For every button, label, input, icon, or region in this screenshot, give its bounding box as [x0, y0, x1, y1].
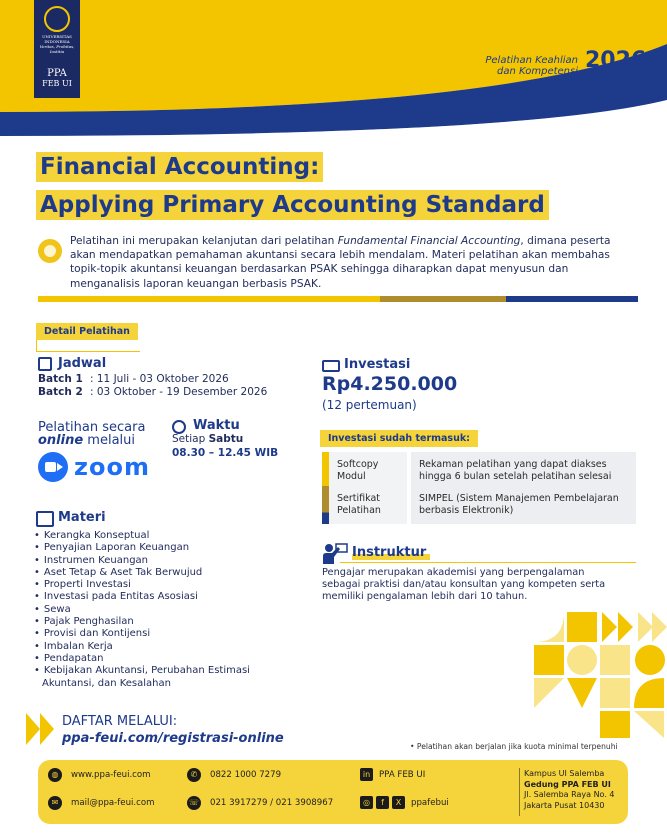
- divider-bar: [38, 296, 638, 302]
- list-item: • Kerangka Konseptual: [34, 530, 250, 542]
- investasi-price: Rp4.250.000: [322, 373, 458, 395]
- program-line1: Pelatihan Keahlian: [485, 55, 578, 66]
- page-title-line2: Applying Primary Accounting Standard: [36, 190, 549, 220]
- table-cell-value: Rekaman pelatihan yang dapat diakses hingga 6 bulan setelah pelatihan selesai: [411, 452, 636, 490]
- register-label: DAFTAR MELALUI:: [62, 714, 178, 729]
- table-cell-key: Softcopy Modul: [329, 452, 407, 490]
- facebook-icon: f: [376, 796, 389, 809]
- list-item: • Pendapatan: [34, 653, 250, 665]
- waktu-heading: Waktu: [193, 418, 240, 433]
- program-year: 2026: [585, 48, 647, 73]
- materi-list: [34, 530, 250, 690]
- footer-web[interactable]: ◍ www.ppa-feui.com: [48, 768, 151, 782]
- zoom-camera-icon: [38, 452, 68, 482]
- footer-address: Kampus UI Salemba Gedung PPA FEB UI Jl. Salemba Raya No. 4 Jakarta Pusat 10430: [524, 769, 615, 810]
- list-item: • Provisi dan Kontijensi: [34, 628, 250, 640]
- logo-text-universitas: UNIVERSITAS: [42, 34, 72, 39]
- list-item: • Imbalan Kerja: [34, 641, 250, 653]
- program-line2: dan Kompetensi: [497, 66, 578, 77]
- investasi-meetings: (12 pertemuan): [322, 398, 417, 412]
- list-item: • Pajak Penghasilan: [34, 616, 250, 628]
- online-text: Pelatihan secara online melalui: [38, 420, 146, 448]
- table-cell-key: Sertifikat Pelatihan: [329, 486, 407, 524]
- ppa-feb-ui-logo: [34, 0, 80, 98]
- register-link[interactable]: ppa-feui.com/registrasi-online: [62, 731, 284, 746]
- logo-text-indonesia: INDONESIA: [44, 39, 70, 44]
- quota-note: • Pelatihan akan berjalan jika kuota minimal terpenuhi: [410, 742, 618, 751]
- table-row: [322, 452, 636, 490]
- waktu-time: 08.30 – 12.45 WIB: [172, 447, 279, 459]
- globe-icon: ◍: [48, 768, 62, 782]
- list-item: • Kebijakan Akuntansi, Perubahan Estimasi: [34, 665, 250, 677]
- footer-mail[interactable]: ✉ mail@ppa-feui.com: [48, 796, 155, 810]
- footer-phone[interactable]: ☏ 021 3917279 / 021 3908967: [188, 798, 334, 808]
- footer-divider: [519, 768, 520, 816]
- list-item: • Properti Investasi: [34, 579, 250, 591]
- materi-heading: Materi: [58, 510, 106, 525]
- logo-motto: Veritas, Probitas, Iustitia: [39, 44, 75, 54]
- detail-pelatihan-label: Detail Pelatihan: [36, 323, 138, 340]
- batch-2-row: Batch 2 : 03 Oktober - 19 Desember 2026: [38, 386, 268, 398]
- row-stripe: [322, 486, 329, 524]
- investasi-includes-label: Investasi sudah termasuk:: [320, 430, 478, 447]
- table-cell-value: SIMPEL (Sistem Manajemen Pembelajaran berbasis Elektronik): [411, 486, 636, 524]
- instruktur-underline: [340, 562, 636, 563]
- logo-feb: FEB UI: [42, 79, 72, 88]
- list-item: Akuntansi, dan Kesalahan: [42, 677, 171, 689]
- instruktur-heading: Instruktur: [352, 545, 430, 560]
- calendar-icon: [38, 357, 52, 371]
- decorative-pattern: [530, 608, 667, 738]
- page-title-line1: Financial Accounting:: [36, 152, 323, 182]
- footer-social[interactable]: ◎ f X ppafebui: [360, 796, 449, 809]
- investasi-heading: Investasi: [344, 357, 411, 372]
- book-list-icon: [36, 511, 54, 527]
- instagram-icon: ◎: [360, 796, 373, 809]
- intro-paragraph: Pelatihan ini merupakan kelanjutan dari pelatihan Fundamental Financial Accounting, dimana peserta akan mendapatkan pemahaman akuntansi secara lebih mendalam. Materi pelatihan akan membahas topik-topik akuntansi keuangan berdasarkan PSAK sehingga diharapkan dapat menyusun dan menganalisis laporan keuangan berbasis PSAK.: [70, 235, 611, 290]
- list-item: • Aset Tetap & Aset Tak Berwujud: [34, 567, 250, 579]
- footer-whatsapp[interactable]: ✆ 0822 1000 7279: [187, 768, 281, 782]
- detail-connector-line: [36, 340, 140, 352]
- list-item: • Investasi pada Entitas Asosiasi: [34, 591, 250, 603]
- list-item: • Penyajian Laporan Keuangan: [34, 542, 250, 554]
- whatsapp-icon: ✆: [187, 768, 201, 782]
- table-row: [322, 486, 636, 524]
- double-arrow-icon: [26, 713, 56, 745]
- logo-ppa: PPA: [47, 68, 67, 79]
- zoom-wordmark: zoom: [74, 453, 150, 481]
- zoom-logo: [38, 452, 150, 482]
- row-stripe: [322, 452, 329, 490]
- footer-linkedin[interactable]: in PPA FEB UI: [360, 768, 425, 781]
- waktu-block: Waktu Setiap Sabtu 08.30 – 12.45 WIB: [172, 418, 279, 459]
- makara-crest-icon: [44, 6, 70, 32]
- list-item: • Instrumen Keuangan: [34, 555, 250, 567]
- list-item: • Sewa: [34, 604, 250, 616]
- mail-icon: ✉: [48, 796, 62, 810]
- circle-bullet-icon: [38, 239, 62, 263]
- instruktur-text: Pengajar merupakan akademisi yang berpengalaman sebagai praktisi dan/atau konsultan yang kompeten serta memiliki pengalaman lebih dari 10 tahun.: [322, 567, 606, 602]
- batch-1-row: Batch 1 : 11 Juli - 03 Oktober 2026: [38, 373, 229, 385]
- jadwal-heading: Jadwal: [58, 356, 107, 371]
- linkedin-icon: in: [360, 768, 373, 781]
- program-name: [458, 55, 578, 77]
- x-twitter-icon: X: [392, 796, 405, 809]
- phone-icon: ☏: [187, 796, 201, 810]
